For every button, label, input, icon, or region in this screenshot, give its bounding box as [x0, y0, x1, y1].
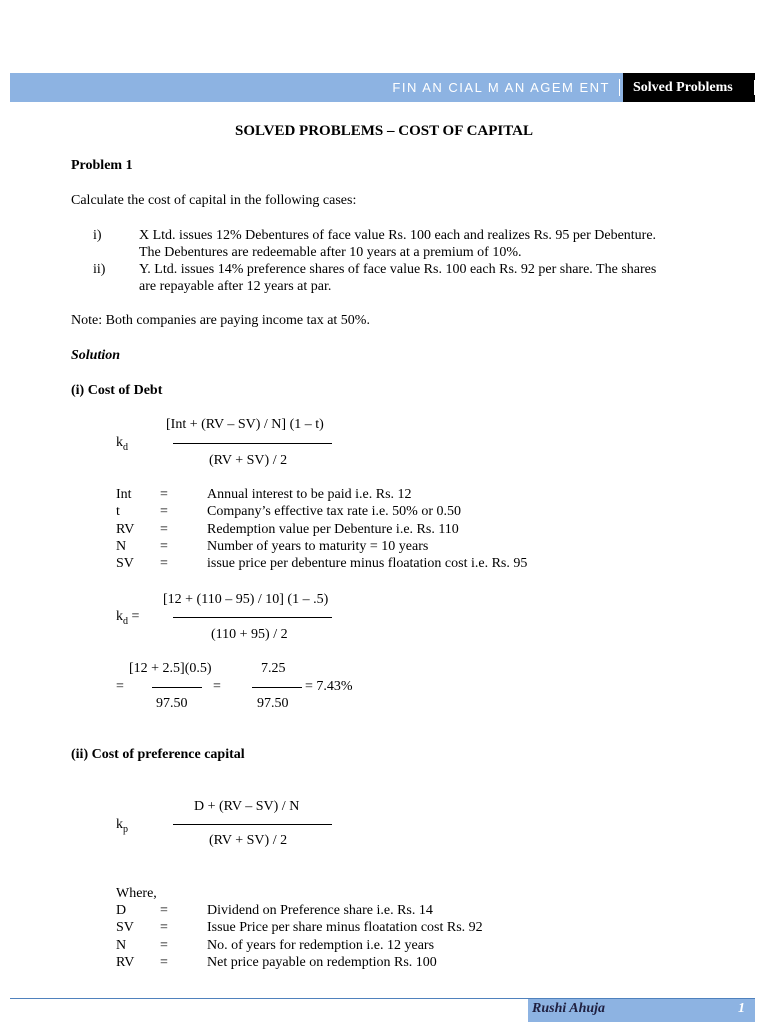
header-divider [619, 79, 620, 96]
def-equals: = [160, 955, 168, 970]
def-description: Net price payable on redemption Rs. 100 [207, 955, 437, 970]
def-description: Annual interest to be paid i.e. Rs. 12 [207, 487, 412, 502]
def-equals: = [160, 903, 168, 918]
def-equals: = [160, 504, 168, 519]
step-equals: = [116, 679, 124, 694]
cost-of-debt-result: = 7.43% [305, 679, 353, 694]
header-subject: FIN AN CIAL M AN AGEM ENT [392, 80, 610, 95]
page-title: SOLVED PROBLEMS – COST OF CAPITAL [235, 123, 533, 139]
kd-calc-numerator: [12 + (110 – 95) / 10] (1 – .5) [163, 592, 329, 607]
def-symbol: SV [116, 556, 134, 571]
def-symbol: Int [116, 487, 132, 502]
def-symbol: D [116, 903, 127, 918]
kp-formula-numerator: D + (RV – SV) / N [194, 799, 300, 814]
def-equals: = [160, 556, 168, 571]
def-symbol: RV [116, 955, 135, 970]
def-description: Redemption value per Debenture i.e. Rs. 110 [207, 522, 459, 537]
def-equals: = [160, 522, 168, 537]
def-description: Issue Price per share minus floatation cost Rs. 92 [207, 920, 483, 935]
tax-note: Note: Both companies are paying income tax at 50%. [71, 313, 370, 328]
case-number: ii) [93, 262, 106, 277]
fraction-bar [152, 687, 202, 688]
kd-calc-symbol: $k_d$ = [116, 609, 140, 627]
step-numerator: 7.25 [261, 661, 286, 676]
def-equals: = [160, 920, 168, 935]
fraction-bar [173, 824, 332, 825]
def-description: issue price per debenture minus floatation cost i.e. Rs. 95 [207, 556, 528, 571]
header-section-label: Solved Problems [623, 73, 755, 102]
step-numerator: [12 + 2.5](0.5) [129, 661, 212, 676]
cost-of-debt-heading: (i) Cost of Debt [71, 383, 163, 398]
def-description: Dividend on Preference share i.e. Rs. 14 [207, 903, 433, 918]
def-symbol: RV [116, 522, 135, 537]
kd-symbol: $k_d$ [116, 435, 128, 453]
problem-heading: Problem 1 [71, 158, 133, 173]
case-text-line: The Debentures are redeemable after 10 years at a premium of 10%. [139, 245, 522, 260]
def-symbol: SV [116, 920, 134, 935]
def-symbol: N [116, 539, 127, 554]
page-header [10, 73, 755, 102]
problem-intro: Calculate the cost of capital in the following cases: [71, 193, 357, 208]
def-symbol: t [116, 504, 120, 519]
case-number: i) [93, 228, 102, 243]
where-label: Where, [116, 886, 157, 901]
def-equals: = [160, 539, 168, 554]
case-text-line: are repayable after 12 years at par. [139, 279, 332, 294]
page-number: 1 [738, 1001, 745, 1016]
fraction-bar [173, 617, 332, 618]
kp-symbol: $k_p$ [116, 817, 128, 835]
footer-author: Rushi Ahuja [532, 1001, 606, 1016]
page-footer [528, 999, 755, 1022]
def-description: Number of years to maturity = 10 years [207, 539, 429, 554]
fraction-bar [252, 687, 302, 688]
def-equals: = [160, 938, 168, 953]
cost-of-preference-heading: (ii) Cost of preference capital [71, 747, 245, 762]
step-denominator: 97.50 [257, 696, 289, 711]
step-denominator: 97.50 [156, 696, 188, 711]
solution-heading: Solution [71, 348, 121, 363]
kd-calc-denominator: (110 + 95) / 2 [211, 627, 288, 642]
fraction-bar [173, 443, 332, 444]
def-description: No. of years for redemption i.e. 12 years [207, 938, 435, 953]
kp-formula-denominator: (RV + SV) / 2 [209, 833, 288, 848]
def-symbol: N [116, 938, 127, 953]
kd-formula-numerator: [Int + (RV – SV) / N] (1 – t) [166, 417, 324, 432]
header-edge-divider [754, 80, 755, 95]
step-equals: = [213, 679, 221, 694]
def-description: Company’s effective tax rate i.e. 50% or 0.50 [207, 504, 461, 519]
case-text-line: X Ltd. issues 12% Debentures of face value Rs. 100 each and realizes Rs. 95 per Debenture. [139, 228, 657, 243]
def-equals: = [160, 487, 168, 502]
case-text-line: Y. Ltd. issues 14% preference shares of face value Rs. 100 each Rs. 92 per share. The shares [139, 262, 657, 277]
kd-formula-denominator: (RV + SV) / 2 [209, 453, 288, 468]
